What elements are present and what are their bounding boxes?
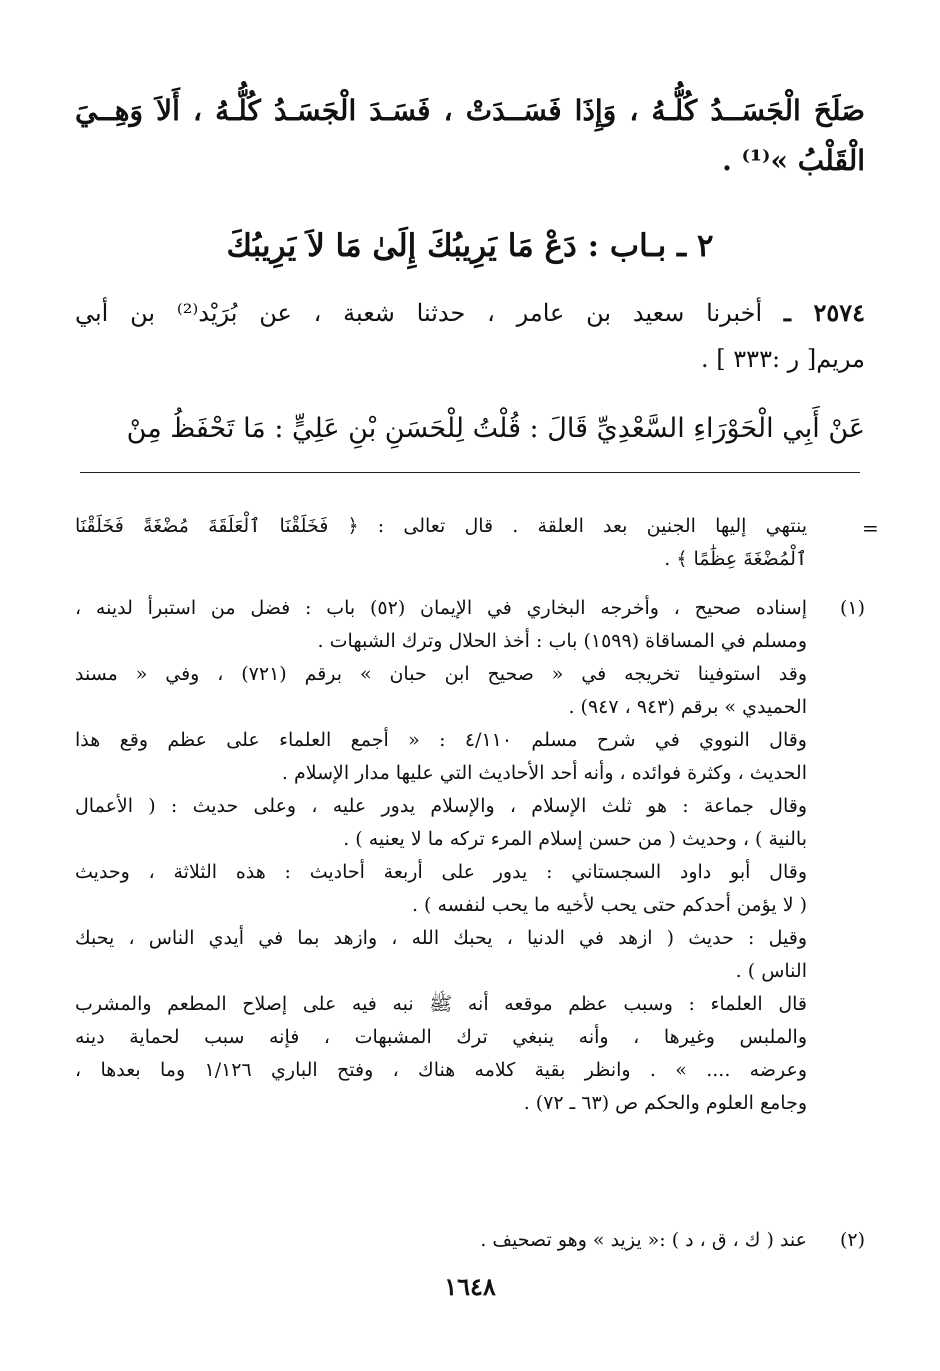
- footnote-line: ومسلم في المساقاة (١٥٩٩) باب : أخذ الحلال وترك الشبهات .: [317, 630, 807, 652]
- footnote-line: ( لا يؤمن أحدكم حتى يحب لأخيه ما يحب لنفسه ) .: [411, 894, 807, 916]
- isnad-text: أخبرنا سعيد بن عامر ، حدثنا شعبة ، عن بُرَيْد⁽²⁾ بن أبي: [75, 299, 763, 327]
- text-line: مريم[ ر :٣٣٣ ] .: [701, 345, 865, 373]
- isnad-paragraph: [75, 290, 865, 382]
- hadith-continuation-text: [75, 86, 865, 186]
- footnote-line: قال العلماء : وسبب عظم موقعه أنه ﷺ نبه فيه على إصلاح المطعم والمشرب: [75, 993, 807, 1015]
- footnote-text: عند ( ك ، ق ، د ) :« يزيد » وهو تصحيف .: [480, 1229, 807, 1251]
- footnote-line: الناس ) .: [735, 960, 807, 982]
- text-line: ٱلْمُضْغَةَ عِظَٰمًا ﴾ .: [664, 548, 807, 570]
- footnote-line: وقال النووي في شرح مسلم ٤/١١٠ : « أجمع العلماء على عظم وقع هذا: [75, 729, 807, 751]
- footnote-line: وقال جماعة : هو ثلث الإسلام ، والإسلام يدور عليه ، وعلى حديث : ( الأعمال: [75, 795, 807, 817]
- text-line: ينتهي إليها الجنين بعد العلقة . قال تعالى : ﴿ فَخَلَقْنَا ٱلْعَلَقَةَ مُضْغَةً فَخَلَقْنَا: [75, 515, 807, 537]
- footnote-line: وقد استوفينا تخريجه في « صحيح ابن حبان » برقم (٧٢١) ، وفي « مسند: [75, 663, 807, 685]
- footnote-marker: (٢): [839, 1229, 865, 1251]
- footnote-marker: (١): [839, 597, 865, 619]
- footnote-line: الحميدي » برقم (٩٤٣ ، ٩٤٧) .: [568, 696, 807, 718]
- footnote-divider: [80, 472, 860, 473]
- text-line: [75, 290, 865, 336]
- footnote-text: [75, 592, 807, 1120]
- text-line: صَلَحَ الْجَسَــدُ كُلُّـهُ ، وَإِذَا فَسَــدَتْ ، فَسَـدَ الْجَسَـدُ كُلُّـهُ ، أَلاَ وَهِــيَ: [75, 94, 865, 127]
- footnote-line: وقال أبو داود السجستاني : يدور على أربعة أحاديث : هذه الثلاثة ، وحديث: [75, 861, 807, 883]
- continuation-note: [75, 510, 807, 576]
- footnote-line: إسناده صحيح ، وأخرجه البخاري في الإيمان (٥٢) باب : فضل من استبرأ لدينه ،: [75, 597, 807, 619]
- footnote-line: وقيل : حديث ( ازهد في الدنيا ، يحبك الله ، وازهد بما في أيدي الناس ، يحبك: [75, 927, 807, 949]
- footnote-line: الحديث ، وكثرة فوائده ، وأنه أحد الأحاديث التي عليها مدار الإسلام .: [281, 762, 807, 784]
- hadith-number: ٢٥٧٤ ـ: [783, 298, 865, 327]
- chapter-heading: ٢ ـ بـاب : دَعْ مَا يَرِيبُكَ إِلَىٰ مَا لاَ يَرِيبُكَ: [226, 228, 714, 264]
- footnote-1: [75, 592, 865, 1120]
- footnote-line: بالنية ) ، وحديث ( من حسن إسلام المرء تركه ما لا يعنيه ) .: [343, 828, 807, 850]
- footnote-2: [75, 1224, 865, 1257]
- text-line: الْقَلْبُ »⁽¹⁾ .: [722, 144, 865, 177]
- footnote-line: وجامع العلوم والحكم ص (٦٣ ـ ٧٢) .: [523, 1092, 807, 1114]
- footnote-line: وعرضه .... » . وانظر بقية كلامه هناك ، وفتح الباري ١/١٢٦ وما بعدها ،: [75, 1059, 807, 1081]
- matn-text: عَنْ أَبِي الْحَوْرَاءِ السَّعْدِيِّ قَالَ : قُلْتُ لِلْحَسَنِ بْنِ عَلِيٍّ : مَا تَحْفَظُ مِنْ: [126, 413, 865, 444]
- page-number: ١٦٤٨: [444, 1272, 496, 1301]
- continuation-marker: =: [862, 516, 879, 540]
- footnote-line: والملبس وغيرها ، وأنه ينبغي ترك المشبهات ، فإنه سبب لحماية دينه: [75, 1026, 807, 1048]
